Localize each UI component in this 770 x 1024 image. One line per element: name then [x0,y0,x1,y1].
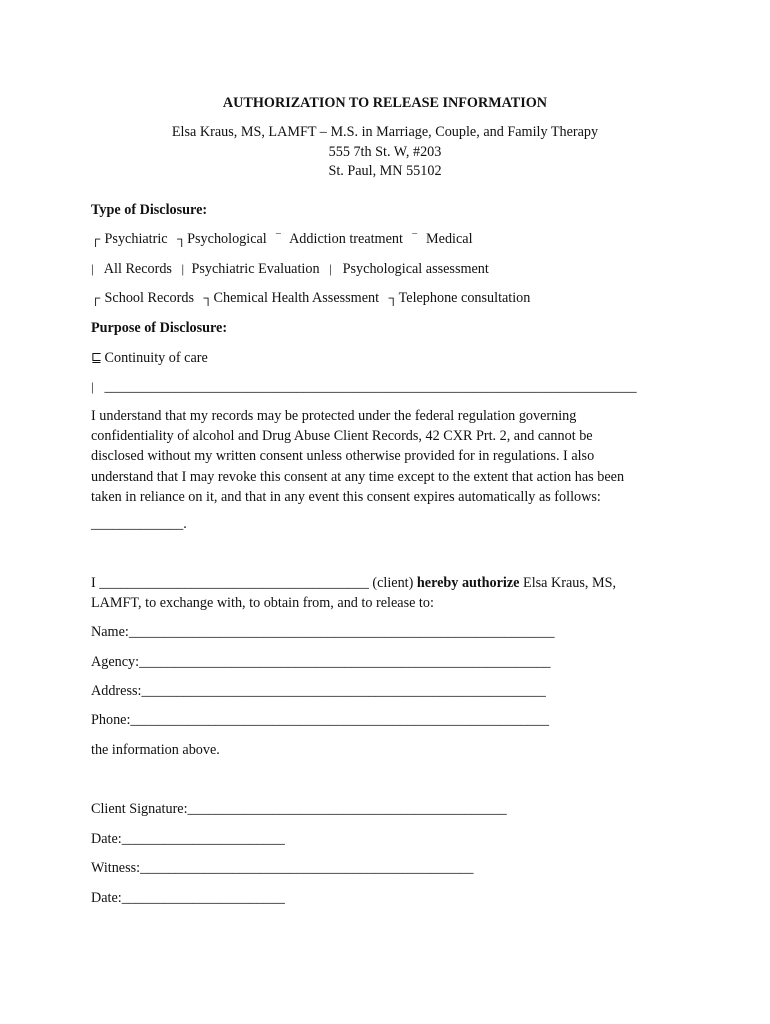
consent-line: disclosed without my written consent unless otherwise provided for in regulations. I also [91,448,595,465]
authorize-phrase: hereby authorize [416,575,520,591]
consent-paragraph [91,406,671,507]
authorization-statement: I ______________________________________ (client) hereby authorize Elsa Kraus, MS, [91,575,617,591]
checkbox-psychological[interactable]: ┐Psychological [177,231,267,247]
provider-address-city: St. Paul, MN 55102 [328,163,442,179]
checkbox-telephone-consultation[interactable]: ┐Telephone consultation [388,290,531,306]
disclosure-type-heading: Type of Disclosure: [91,202,208,218]
witness-signature-field[interactable]: Witness:_______________________________________________ [91,860,474,876]
consent-line: understand that I may revoke this consent at any time except to the extent that action has been [91,468,625,485]
witness-date-field[interactable]: Date:_______________________ [91,890,285,906]
consent-line: I understand that my records may be protected under the federal regulation governing [91,408,577,424]
provider-credentials: Elsa Kraus, MS, LAMFT – M.S. in Marriage, Couple, and Family Therapy [171,124,599,140]
closing-text: the information above. [91,742,220,758]
checkbox-school-records[interactable]: ┌ School Records [91,290,194,306]
consent-line: taken in reliance on it, and that in any event this consent expires automatically as follows: [91,488,601,505]
client-date-field[interactable]: Date:_______________________ [91,831,285,847]
purpose-heading: Purpose of Disclosure: [91,320,228,336]
recipient-name-field[interactable]: Name:____________________________________________________________ [91,624,555,640]
checkbox-chemical-health-assessment[interactable]: ┐Chemical Health Assessment [203,290,380,306]
authorization-statement-line2: LAMFT, to exchange with, to obtain from, and to release to: [91,595,434,611]
provider-address-street: 555 7th St. W, #203 [328,144,442,160]
recipient-address-field[interactable]: Address:_________________________________________________________ [91,683,546,699]
form-title: AUTHORIZATION TO RELEASE INFORMATION [222,95,548,111]
checkbox-psychiatric-evaluation[interactable]: | Psychiatric Evaluation [181,261,320,277]
disclosure-row-2 [91,260,489,278]
client-name-field[interactable]: I ______________________________________ (client) [91,575,417,591]
checkbox-all-records[interactable]: | All Records [91,261,172,277]
expiry-field[interactable]: _____________. [91,516,187,532]
checkbox-addiction-treatment[interactable]: ‾ Addiction treatment [276,231,403,247]
checkbox-medical[interactable]: ‾ Medical [412,231,473,247]
disclosure-row-3 [91,289,530,307]
recipient-agency-field[interactable]: Agency:__________________________________________________________ [91,654,551,670]
checkbox-psychological-assessment[interactable]: | Psychological assessment [329,261,489,277]
checkbox-continuity-of-care[interactable]: ⊑ Continuity of care [91,350,208,366]
consent-line: confidentiality of alcohol and Drug Abuse Client Records, 42 CXR Prt. 2, and cannot be [91,428,593,445]
checkbox-psychiatric[interactable]: ┌ Psychiatric [91,231,168,247]
purpose-other-field[interactable]: | ___________________________________________________________________________ [91,379,637,395]
recipient-phone-field[interactable]: Phone:___________________________________________________________ [91,712,549,728]
disclosure-row-1 [91,230,473,248]
client-signature-field[interactable]: Client Signature:_____________________________________________ [91,801,507,817]
